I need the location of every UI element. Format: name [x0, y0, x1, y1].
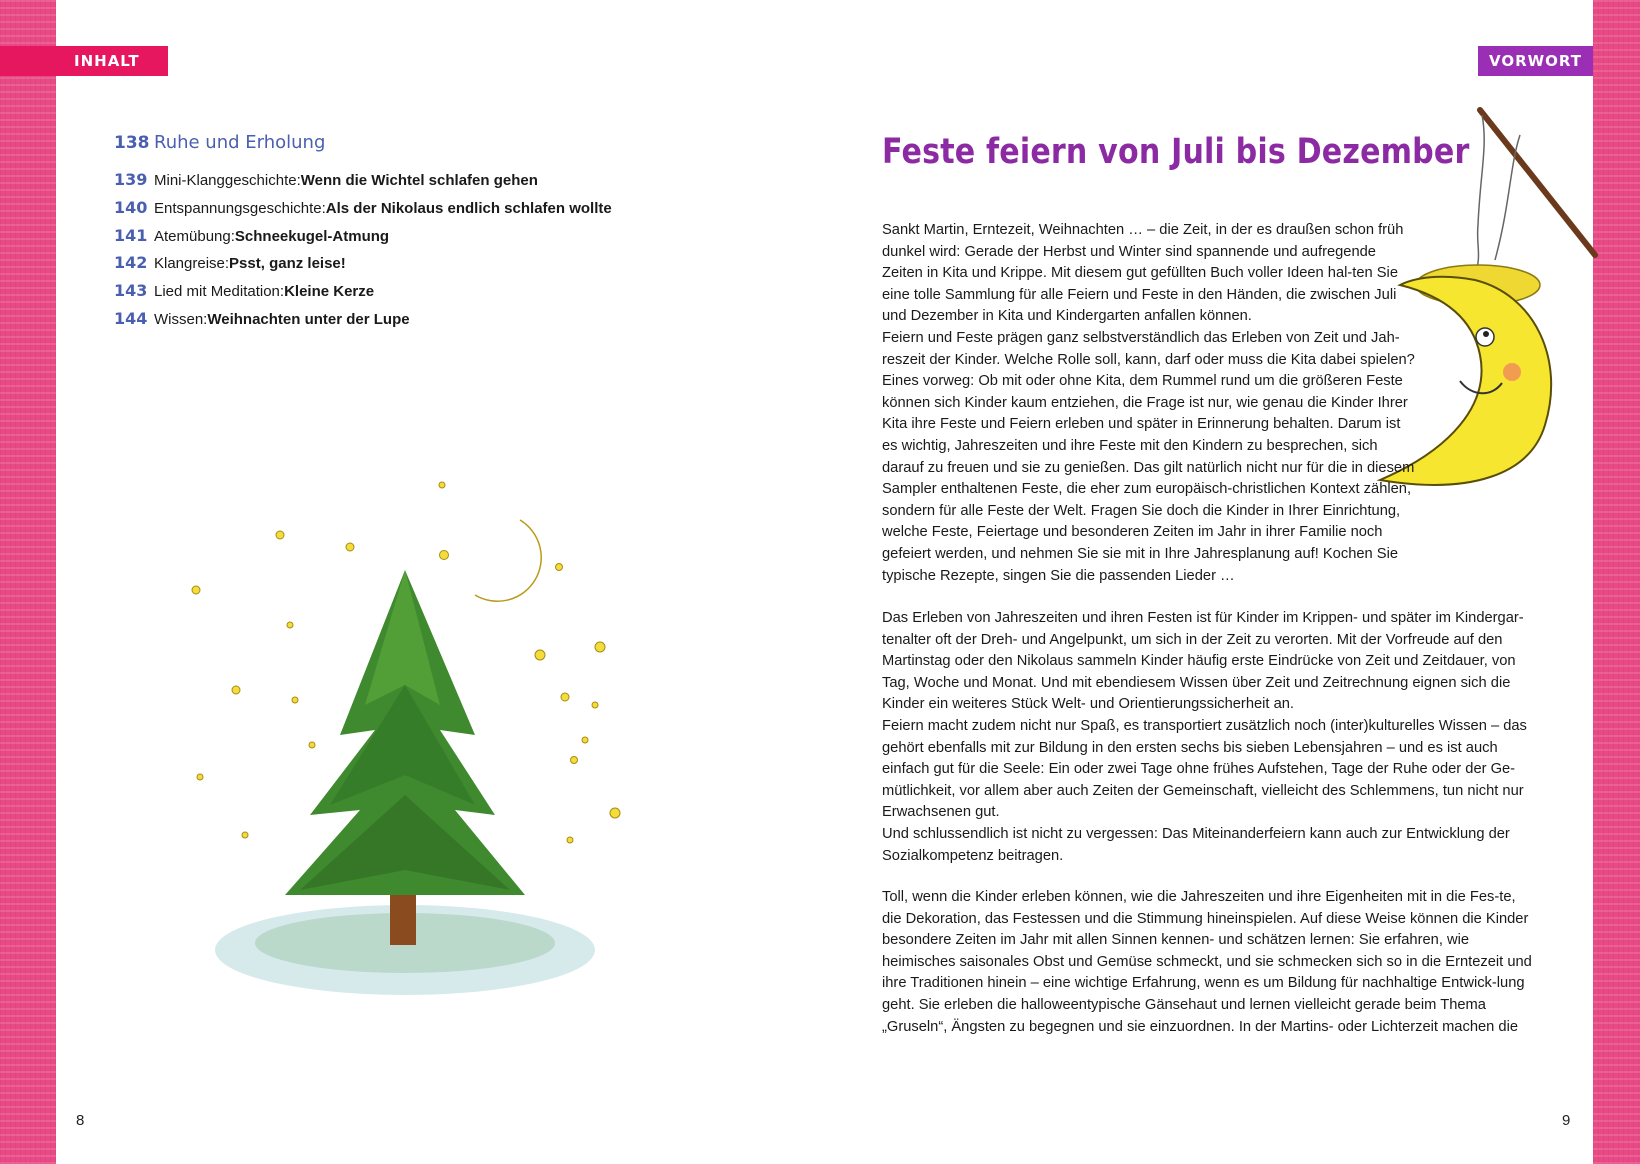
paragraph: Das Erleben von Jahreszeiten und ihren Festen ist für Kinder im Krippen- und später im Kindergar-tenalter oft der Dreh- und Angelpunkt, um sich in der Zeit zu verorten. Mit der Vorfreude auf den Martinstag oder den Nikolaus sammeln Kinder häufig erste Eindrücke von Zeit und Zeitdauer, von Tag, Woche und Monat. Und mit ebendiesem Wissen über Zeit und Zeitrechnung eignen sich die Kinder ein weiteres Stück Welt- und Orientierungssicherheit an. — [882, 610, 1524, 713]
toc-entry-title: Psst, ganz leise! — [229, 255, 346, 273]
toc-entry-label: Wissen: — [154, 310, 208, 328]
third-section-text — [882, 887, 1532, 1038]
paragraph: Toll, wenn die Kinder erleben können, wie die Jahreszeiten und ihre Eigenheiten mit in die Fes-te, die Dekoration, das Festessen und die Stimmung hineinspielen. Auf diese Weise können die Kinder besondere Zeiten im Jahr mit allen Sinnen kennen- und schätzen lernen: Sie erfahren, wie heimisches saisonales Obst und Gemüse schmeckt, und sie schmecken sich so in die Erntezeit und ihre Traditionen hinein – eine wichtige Erfahrung, wenn es um Bildung für nachhaltige Entwick-lung geht. Sie erleben die halloweentypische Gänsehaut und lernen vielleicht gerade beim Thema „Gruseln“, Ängsten zu begegnen und sie einzuordnen. In der Martins- oder Lichterzeit machen die — [882, 889, 1532, 1035]
toc-entry-title: Als der Nikolaus endlich schlafen wollte — [325, 199, 612, 217]
table-of-contents — [114, 132, 714, 337]
tab-inhalt: INHALT — [0, 46, 168, 76]
toc-entry — [114, 281, 714, 309]
toc-entry-title: Wenn die Wichtel schlafen gehen — [300, 172, 538, 189]
toc-entry-label: Lied mit Meditation: — [154, 283, 285, 301]
toc-entry-title: Weihnachten unter der Lupe — [207, 310, 410, 328]
toc-entry-title: Schneekugel-Atmung — [234, 227, 390, 245]
toc-entry — [114, 226, 714, 254]
paragraph: Feiern und Feste prägen ganz selbstverständlich das Erleben von Zeit und Jah-reszeit der Kinder. Welche Rolle soll, kann, darf oder muss die Kita dabei spielen? Eines vorweg: Ob mit oder ohne Kita, dem Rummel rund um die größeren Feste können sich Kinder kaum entziehen, die Frage ist nur, wie genau die Kinder Ihrer Kita ihre Feste und Feiern erleben und später in Erinnerung behalten. Darum ist es wichtig, Jahreszeiten und ihre Feste mit den Kindern zu besprechen, sich darauf zu freuen und sie zu genießen. Das gilt natürlich nicht nur für die in diesem Sampler enthaltenen Feste, die eher zum europäisch-christlichen Kontext zählen, sondern für alle Feste der Welt. Fragen Sie doch die Kinder in Ihrer Einrichtung, welche Feste, Feiertage und besonderen Zeiten im Jahr in ihrer Familie noch gefeiert werden, und nehmen Sie sie mit in Ihre Jahresplanung auf! Kochen Sie typische Rezepte, singen Sie die passenden Lieder … — [882, 329, 1415, 584]
toc-entry-number: 140 — [114, 197, 148, 217]
toc-entry-label: Klangreise: — [154, 255, 230, 273]
page-heading: Feste feiern von Juli bis Dezember — [882, 132, 1470, 172]
page-number-right: 9 — [1562, 1112, 1571, 1129]
toc-entry-number: 142 — [114, 253, 148, 273]
intro-text — [882, 220, 1532, 587]
toc-entry-label: Entspannungsgeschichte: — [154, 199, 326, 217]
toc-entry-label: Atemübung: — [154, 227, 235, 245]
toc-entry-label: Mini-Klanggeschichte: — [154, 172, 301, 189]
toc-entry-number: 141 — [114, 225, 148, 245]
toc-entry-number: 143 — [114, 281, 148, 301]
toc-entry — [114, 170, 714, 198]
tab-vorwort: VORWORT — [1478, 46, 1593, 76]
toc-entry — [114, 309, 714, 337]
paragraph: Und schlussendlich ist nicht zu vergessen: Das Miteinanderfeiern kann auch zur Entwicklung der Sozialkompetenz beitragen. — [882, 825, 1510, 864]
toc-section-heading — [114, 132, 714, 170]
toc-entry-title: Kleine Kerze — [284, 283, 375, 301]
toc-section-title: Ruhe und Erholung — [154, 132, 326, 153]
toc-entry — [114, 198, 714, 226]
right-page-border — [1593, 0, 1640, 1164]
toc-entry — [114, 253, 714, 281]
paragraph: Sankt Martin, Erntezeit, Weihnachten … – die Zeit, in der es draußen schon früh dunkel wird: Gerade der Herbst und Winter sind spannende und aufregende Zeiten in Kita und Krippe. Mit diesem gut gefüllten Buch voller Ideen hal-ten Sie eine tolle Sammlung für alle Feiern und Feste in den Händen, die zwischen Juli und Dezember in Kita und Kindergarten anfallen können. — [882, 222, 1404, 325]
second-section-text — [882, 608, 1532, 867]
page-number-left: 8 — [76, 1112, 85, 1129]
toc-section-number: 138 — [114, 133, 150, 153]
toc-entry-number: 144 — [114, 308, 148, 328]
paragraph: Feiern macht zudem nicht nur Spaß, es transportiert zusätzlich noch (inter)kulturelles Wissen – das gehört ebenfalls mit zur Bildung in den ersten sechs bis sieben Lebensjahren – und es ist auch einfach gut für die Seele: Ein oder zwei Tage ohne frühes Aufstehen, Tage der Ruhe oder der Ge-mütlichkeit, vor allem aber auch Zeiten der Gemeinschaft, vielleicht des Schlemmens, tun nicht nur Erwachsenen gut. — [882, 717, 1527, 821]
left-page-border — [0, 0, 56, 1164]
christmas-tree-illustration — [190, 475, 635, 1015]
toc-entry-number: 139 — [114, 170, 148, 189]
